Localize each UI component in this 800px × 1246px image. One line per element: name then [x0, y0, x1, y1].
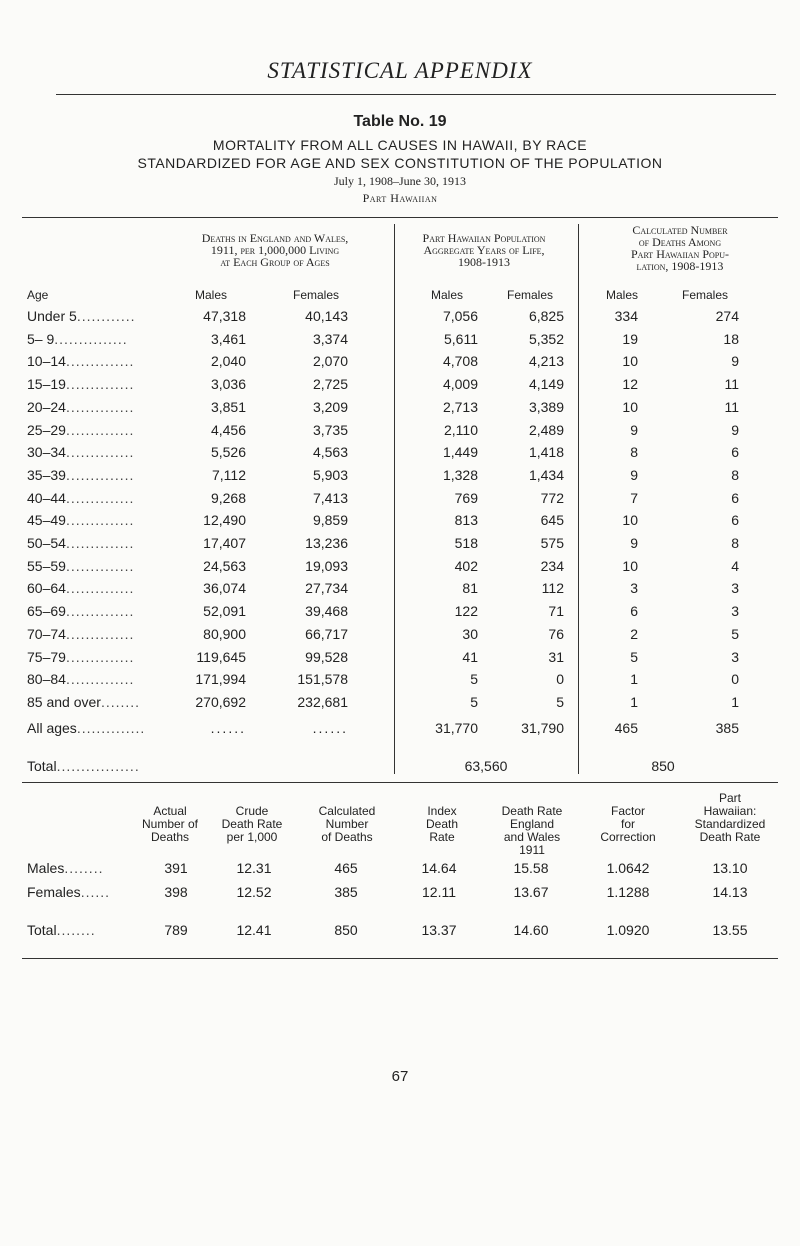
cell: 52,091 — [203, 603, 246, 620]
cell: 9 — [630, 466, 638, 483]
cell: 2,070 — [312, 353, 348, 370]
cell: 7,112 — [212, 466, 246, 483]
cell: 391 — [164, 860, 188, 876]
age-group: 55–59 — [27, 557, 66, 574]
cell: 3,374 — [312, 330, 348, 347]
cell: 13.10 — [712, 860, 748, 876]
head-line: Correction — [600, 830, 656, 844]
row-label: 60–64.............. — [27, 580, 135, 597]
cell: 2,489 — [528, 421, 564, 438]
cell: 5,526 — [210, 444, 246, 461]
cell: 4,149 — [528, 376, 564, 393]
group-heading-line: Calculated Number — [632, 223, 728, 237]
cell: 575 — [540, 535, 564, 551]
cell: 36,074 — [203, 580, 246, 597]
cell: 12.11 — [422, 884, 456, 900]
cell: 3,209 — [312, 398, 348, 415]
cell: 1,434 — [528, 466, 564, 483]
age-group: 10–14 — [27, 353, 66, 370]
row-label: 20–24.............. — [27, 398, 135, 415]
row-label: 25–29.............. — [27, 421, 135, 438]
cell: 14.13 — [712, 884, 748, 900]
cell: 1,418 — [528, 444, 564, 461]
cell: 41 — [462, 648, 478, 665]
cell: 13.37 — [421, 922, 457, 938]
cell: 27,734 — [305, 580, 348, 597]
cell: 63,560 — [464, 758, 508, 774]
cell: 71 — [548, 603, 564, 620]
table-row — [0, 444, 800, 468]
head-line: for — [620, 817, 635, 831]
cell: 19,093 — [305, 557, 348, 574]
cell: 31 — [548, 648, 564, 665]
table-top-rule — [22, 217, 778, 218]
cell: 24,563 — [203, 557, 246, 574]
row-label: 65–69.............. — [27, 603, 135, 620]
cell: 5,903 — [312, 466, 348, 483]
group-heading-line: Part Hawaiian Popu- — [631, 247, 729, 261]
cell: 5,611 — [444, 330, 478, 347]
cell: 47,318 — [203, 308, 246, 324]
cell: 18 — [723, 330, 739, 347]
cell: 11 — [724, 398, 739, 415]
cell: 30 — [462, 625, 478, 642]
head-line: Hawaiian: — [703, 804, 757, 818]
head-line: Death Rate — [221, 817, 283, 831]
cell: 3,735 — [312, 421, 348, 438]
row-label: 50–54.............. — [27, 535, 135, 551]
cell: 5 — [470, 671, 478, 688]
group-heading-line: 1908-1913 — [458, 255, 510, 269]
cell: 10 — [622, 557, 638, 574]
cell: 850 — [651, 758, 675, 774]
head-line: Actual — [153, 804, 187, 818]
cell: 10 — [622, 512, 638, 529]
head-line: of Deaths — [321, 830, 373, 844]
col-head-age: Age — [27, 288, 49, 302]
cell: 3,851 — [210, 398, 246, 415]
age-group: 15–19 — [27, 376, 66, 393]
summary-head-index — [410, 805, 474, 844]
row-label: 40–44.............. — [27, 489, 135, 506]
row-label: Total........ — [27, 922, 96, 938]
table-row — [0, 331, 800, 355]
head-line: Deaths — [150, 830, 190, 844]
cell: 4,456 — [210, 421, 246, 438]
cell: 80,900 — [203, 625, 246, 642]
cell: 3,461 — [210, 330, 246, 347]
cell: 6 — [630, 603, 638, 620]
summary-label: Females — [27, 884, 81, 900]
cell: 6 — [731, 444, 739, 461]
table-row — [0, 399, 800, 423]
cell: 1 — [731, 693, 739, 710]
running-head: STATISTICAL APPENDIX — [267, 58, 533, 83]
row-label: 85 and over........ — [27, 693, 141, 710]
cell: 1 — [630, 671, 638, 688]
col-head-females: Females — [681, 288, 728, 302]
row-label: Under 5............ — [27, 308, 136, 324]
cell: 518 — [454, 535, 478, 551]
cell: 385 — [715, 720, 739, 736]
cell: 6 — [731, 512, 739, 529]
cell: ...... — [312, 720, 348, 736]
head-line: Part — [718, 791, 741, 805]
cell: 8 — [731, 535, 739, 551]
cell: 13.67 — [513, 884, 549, 900]
cell: 385 — [334, 884, 358, 900]
table-row — [0, 422, 800, 446]
age-group: 65–69 — [27, 603, 66, 620]
cell: 402 — [454, 557, 478, 574]
cell: 13,236 — [305, 535, 348, 551]
cell: 0 — [556, 671, 564, 688]
row-label: 80–84.............. — [27, 671, 135, 688]
table-row — [0, 649, 800, 673]
age-group: 70–74 — [27, 625, 66, 642]
col-head-males: Males — [605, 288, 638, 302]
age-group: 75–79 — [27, 648, 66, 665]
group-heading-line: Aggregate Years of Life, — [423, 243, 545, 257]
table-row — [0, 694, 800, 718]
cell: 99,528 — [305, 648, 348, 665]
cell: 270,692 — [195, 693, 246, 710]
age-group: 20–24 — [27, 398, 66, 415]
cell: 4,213 — [528, 353, 564, 370]
cell: 2,110 — [444, 421, 478, 438]
age-group: Under 5 — [27, 308, 77, 324]
cell: 0 — [731, 671, 739, 688]
cell: 76 — [548, 625, 564, 642]
cell: 850 — [334, 922, 358, 938]
total-row — [0, 758, 800, 782]
cell: 31,770 — [435, 720, 478, 736]
row-label: 5– 9............... — [27, 330, 128, 347]
head-line: Index — [427, 804, 457, 818]
table-row — [0, 512, 800, 536]
cell: 14.64 — [421, 860, 457, 876]
table-row — [0, 558, 800, 582]
cell: 789 — [164, 922, 188, 938]
cell: 4,563 — [312, 444, 348, 461]
date-range: July 1, 1908–June 30, 1913 — [334, 174, 466, 188]
group-heading-calculated — [580, 224, 780, 272]
age-group: 80–84 — [27, 671, 66, 688]
row-label: 45–49.............. — [27, 512, 135, 529]
cell: 9 — [731, 421, 739, 438]
group-heading-england-wales — [150, 232, 400, 268]
cell: 1.0920 — [606, 922, 650, 938]
table-mid-rule — [22, 782, 778, 783]
cell: 9 — [630, 535, 638, 551]
cell: 81 — [462, 580, 478, 597]
table-row — [0, 603, 800, 627]
row-label: Total................. — [27, 758, 140, 774]
cell: 13.55 — [712, 922, 748, 938]
cell: 769 — [454, 489, 478, 506]
table-number: Table No. 19 — [353, 113, 447, 130]
head-line: England — [509, 817, 555, 831]
head-line: Death — [425, 817, 459, 831]
table-row — [0, 353, 800, 377]
cell: 9,859 — [312, 512, 348, 529]
cell: 3,036 — [210, 376, 246, 393]
table-row — [0, 467, 800, 491]
cell: 645 — [540, 512, 564, 529]
cell: 5,352 — [528, 330, 564, 347]
col-head-females: Females — [506, 288, 553, 302]
row-label: Females...... — [27, 884, 111, 900]
head-line: Number of — [141, 817, 199, 831]
table-bottom-rule — [22, 958, 778, 959]
header-rule — [56, 94, 776, 95]
cell: 334 — [614, 308, 638, 324]
cell: 5 — [731, 625, 739, 642]
cell: 12.41 — [236, 922, 272, 938]
summary-head-calculated — [302, 805, 392, 844]
cell: 1.1288 — [606, 884, 650, 900]
age-group: 85 and over — [27, 693, 101, 710]
cell: 9 — [630, 421, 638, 438]
head-line: Crude — [235, 804, 269, 818]
row-label: Males........ — [27, 860, 104, 876]
cell: 813 — [454, 512, 478, 529]
cell: 10 — [622, 353, 638, 370]
cell: 5 — [470, 693, 478, 710]
summary-label: Total — [27, 922, 57, 938]
cell: 8 — [630, 444, 638, 461]
cell: 40,143 — [305, 308, 348, 324]
table-title-line2: STANDARDIZED FOR AGE AND SEX CONSTITUTION OF THE POPULATION — [137, 155, 663, 171]
cell: 10 — [622, 398, 638, 415]
age-group: 45–49 — [27, 512, 66, 529]
cell: 6 — [731, 489, 739, 506]
cell: 1,328 — [442, 466, 478, 483]
row-label: 15–19.............. — [27, 376, 135, 393]
cell: 3 — [731, 580, 739, 597]
cell: 5 — [630, 648, 638, 665]
head-line: Calculated — [318, 804, 376, 818]
cell: 465 — [334, 860, 358, 876]
summary-row — [0, 884, 800, 908]
table-title-line1: MORTALITY FROM ALL CAUSES IN HAWAII, BY RACE — [212, 137, 588, 153]
cell: 39,468 — [305, 603, 348, 620]
cell: 3 — [731, 603, 739, 620]
cell: 12.52 — [236, 884, 272, 900]
head-line: 1911 — [519, 843, 545, 857]
table-row — [0, 308, 800, 332]
cell: 122 — [454, 603, 478, 620]
cell: 17,407 — [203, 535, 246, 551]
row-label: 10–14.............. — [27, 353, 135, 370]
row-label: 55–59.............. — [27, 557, 135, 574]
cell: 232,681 — [297, 693, 348, 710]
age-group: 5– 9 — [27, 330, 55, 347]
cell: 3 — [630, 580, 638, 597]
cell: 31,790 — [521, 720, 564, 736]
head-line: Standardized — [694, 817, 766, 831]
cell: 4,708 — [442, 353, 478, 370]
cell: 151,578 — [297, 671, 348, 688]
table-row — [0, 626, 800, 650]
group-heading-line: at Each Group of Ages — [220, 255, 330, 269]
table-row — [0, 671, 800, 695]
cell: 234 — [540, 557, 564, 574]
head-line: Death Rate — [501, 804, 563, 818]
col-head-females: Females — [292, 288, 339, 302]
cell: 2,713 — [442, 398, 478, 415]
group-heading-line: 1911, per 1,000,000 Living — [210, 243, 340, 257]
cell: 7 — [630, 489, 638, 506]
head-line: Number — [325, 817, 369, 831]
row-label: 75–79.............. — [27, 648, 135, 665]
head-line: Death Rate — [699, 830, 761, 844]
summary-head-crude — [210, 805, 294, 844]
cell: 465 — [614, 720, 638, 736]
row-label: 35–39.............. — [27, 466, 135, 483]
group-heading-line: lation, 1908-1913 — [636, 259, 724, 273]
cell: 2 — [630, 625, 638, 642]
cell: 14.60 — [513, 922, 549, 938]
head-line: per 1,000 — [226, 830, 278, 844]
cell: 7,056 — [442, 308, 478, 324]
row-label: 70–74.............. — [27, 625, 135, 642]
head-line: Factor — [610, 804, 645, 818]
summary-row — [0, 922, 800, 946]
table-row — [0, 376, 800, 400]
cell: 4,009 — [442, 376, 478, 393]
cell: 1 — [630, 693, 638, 710]
cell: 11 — [724, 376, 739, 393]
cell: 772 — [540, 489, 564, 506]
cell: ...... — [210, 720, 246, 736]
age-group: 30–34 — [27, 444, 66, 461]
group-heading-line: Deaths in England and Wales, — [201, 231, 349, 245]
head-line: Rate — [429, 830, 455, 844]
cell: 3,389 — [528, 398, 564, 415]
group-heading-line: Part Hawaiian Population — [422, 231, 546, 245]
cell: 112 — [541, 580, 564, 597]
cell: 9,268 — [210, 489, 246, 506]
cell: 398 — [164, 884, 188, 900]
summary-label: Males — [27, 860, 65, 876]
cell: 171,994 — [195, 671, 246, 688]
summary-head-standardized — [680, 792, 780, 844]
cell: 119,645 — [196, 648, 246, 665]
row-label: All ages.............. — [27, 720, 146, 736]
age-group: 25–29 — [27, 421, 66, 438]
col-head-males: Males — [430, 288, 463, 302]
cell: 9 — [731, 353, 739, 370]
cell: 4 — [731, 557, 739, 574]
table-row — [0, 490, 800, 514]
cell: 2,040 — [210, 353, 246, 370]
age-group: 40–44 — [27, 489, 66, 506]
page-number: 67 — [391, 1068, 409, 1085]
summary-head-england-wales — [486, 805, 578, 857]
race-label: Part Hawaiian — [362, 191, 438, 205]
head-line: and Wales — [503, 830, 561, 844]
cell: 12,490 — [203, 512, 246, 529]
cell: 274 — [715, 308, 739, 324]
cell: 12 — [622, 376, 638, 393]
col-head-males: Males — [194, 288, 227, 302]
cell: 66,717 — [305, 625, 348, 642]
age-group: 50–54 — [27, 535, 66, 551]
cell: 6,825 — [528, 308, 564, 324]
summary-row — [0, 860, 800, 884]
cell: 1,449 — [442, 444, 478, 461]
cell: 5 — [556, 693, 564, 710]
row-label: 30–34.............. — [27, 444, 135, 461]
age-group: 60–64 — [27, 580, 66, 597]
cell: 1.0642 — [606, 860, 650, 876]
table-row — [0, 535, 800, 559]
all-ages-row — [0, 720, 800, 744]
cell: 7,413 — [312, 489, 348, 506]
age-group: 35–39 — [27, 466, 66, 483]
cell: 19 — [622, 330, 638, 347]
summary-head-actual — [130, 805, 210, 844]
cell: 2,725 — [312, 376, 348, 393]
group-heading-population — [396, 232, 572, 268]
cell: 12.31 — [236, 860, 272, 876]
group-heading-line: of Deaths Among — [638, 235, 722, 249]
table-row — [0, 580, 800, 604]
cell: 3 — [731, 648, 739, 665]
cell: 15.58 — [513, 860, 549, 876]
summary-head-factor — [586, 805, 670, 844]
cell: 8 — [731, 466, 739, 483]
